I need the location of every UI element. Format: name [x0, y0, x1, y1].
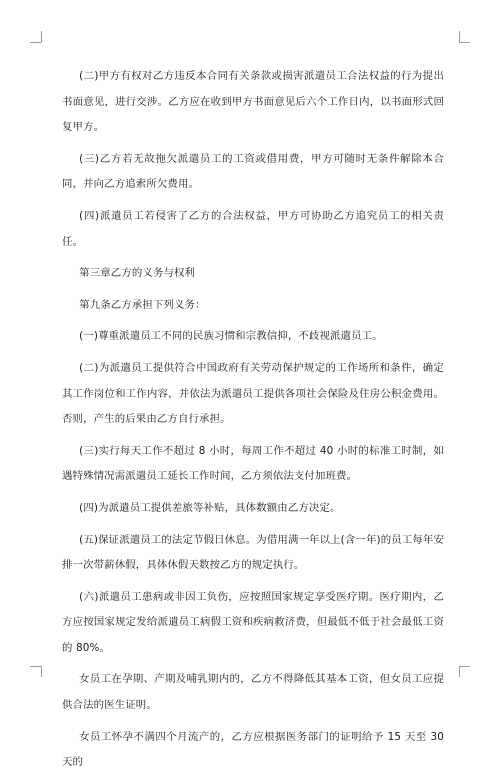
article-heading: 第九条乙方承担下列义务： [79, 298, 206, 311]
paragraph-clause-4-assist: (四)派遣员工若侵害了乙方的合法权益，甲方可协助乙方追究员工的相关责任。 [62, 209, 444, 248]
document-body [62, 64, 444, 776]
paragraph-female-staff-pregnancy: 女员工在孕期、产期及哺乳期内的，乙方不得降低其基本工资，但女员工应提供合法的医生证明。 [62, 673, 444, 712]
paragraph-obligation-1: (一)尊重派遣员工不同的民族习惯和宗教信抑，不歧视派遣员工。 [79, 330, 383, 343]
paragraph-obligation-2: (二)为派遣员工提供符合中国政府有关劳动保护规定的工作场所和条件，确定其工作岗位和工作内容，并依法为派遣员工提供各项社会保险及住房公积金费用。否则，产生的后果由乙方自行承担。 [62, 361, 444, 426]
paragraph-obligation-3: (三)实行每天工作不超过 8 小时，每周工作不超过 40 小时的标准工时制，如遇特殊情况需派遣员工延长工作时间，乙方须依法支付加班费。 [62, 444, 444, 483]
paragraph-obligation-4: (四)为派遣员工提供差旅等补贴，具体数额由乙方决定。 [79, 501, 341, 514]
paragraph-obligation-6: (六)派遣员工患病或非因工负伤，应按照国家规定享受医疗期。医疗期内，乙方应按国家规定发给派遣员工病假工资和疾病救济费，但最低不低于社会最低工资的 80%。 [62, 590, 444, 654]
paragraph-clause-3-termination: (三)乙方若无故拖欠派遣员工的工资或借用费，甲方可随时无条件解除本合同，并向乙方追索所欠费用。 [62, 152, 444, 191]
paragraph-female-staff-miscarriage: 女员工怀孕不满四个月流产的，乙方应根据医务部门的证明给予 15 天至 30 天的 [62, 730, 444, 769]
paragraph-clause-2-objection: (二)甲方有权对乙方违反本合同有关条款或损害派遣员工合法权益的行为提出书面意见，进行交涉。乙方应在收到甲方书面意见后六个工作日内，以书面形式回复甲方。 [62, 70, 444, 134]
chapter-heading: 第三章乙方的义务与权利 [79, 267, 196, 280]
paragraph-obligation-5: (五)保证派遣员工的法定节假日休息。为借用满一年以上(含一年)的员工每年安排一次带薪休假，具体休假天数按乙方的规定执行。 [62, 533, 444, 572]
